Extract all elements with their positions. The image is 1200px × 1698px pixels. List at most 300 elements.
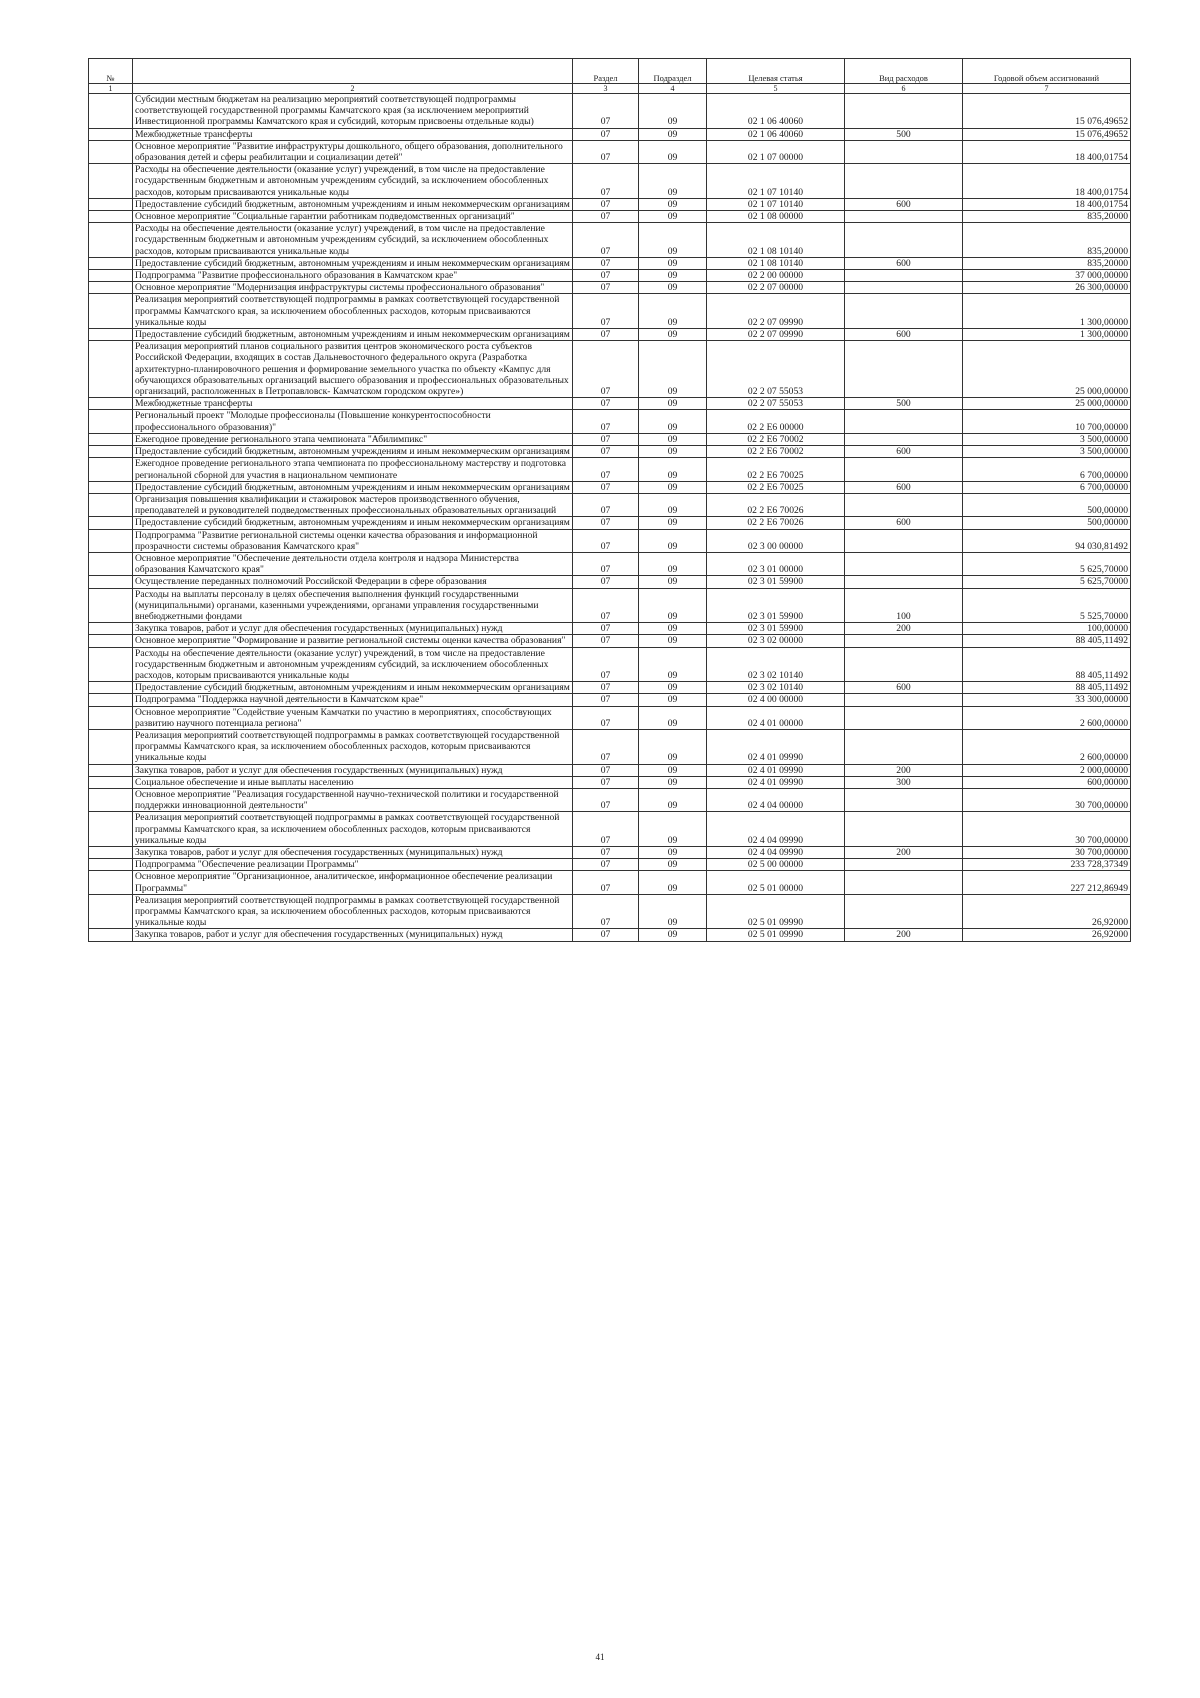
expense-type-cell: 600 xyxy=(845,517,963,529)
row-name-cell: Основное мероприятие "Реализация государственной научно-технической политики и государственной поддержки инновационной деятельности" xyxy=(133,788,573,811)
table-row xyxy=(89,871,1131,894)
amount-cell: 500,00000 xyxy=(963,517,1131,529)
budget-sheet xyxy=(88,58,1130,942)
section-cell: 07 xyxy=(573,859,639,871)
row-number-cell xyxy=(89,576,133,588)
column-number: 5 xyxy=(707,84,845,94)
subsection-cell: 09 xyxy=(639,329,707,341)
amount-cell: 5 525,70000 xyxy=(963,588,1131,623)
subsection-cell: 09 xyxy=(639,493,707,516)
section-cell: 07 xyxy=(573,764,639,776)
table-row xyxy=(89,576,1131,588)
row-name-cell: Расходы на обеспечение деятельности (оказание услуг) учреждений, в том числе на предоставление государственным бюджетным и автономным учреждениям субсидий, за исключением обособленных расходов, которым присваиваются уникальные коды xyxy=(133,164,573,199)
amount-cell: 600,00000 xyxy=(963,776,1131,788)
amount-cell: 18 400,01754 xyxy=(963,164,1131,199)
section-cell: 07 xyxy=(573,729,639,764)
expense-type-cell: 600 xyxy=(845,446,963,458)
table-row xyxy=(89,446,1131,458)
table-row xyxy=(89,410,1131,433)
target-article-cell: 02 4 00 00000 xyxy=(707,694,845,706)
table-row xyxy=(89,270,1131,282)
expense-type-cell xyxy=(845,140,963,163)
column-number: 4 xyxy=(639,84,707,94)
table-row xyxy=(89,282,1131,294)
row-number-cell xyxy=(89,764,133,776)
row-number-cell xyxy=(89,94,133,129)
target-article-cell: 02 1 07 10140 xyxy=(707,198,845,210)
row-number-cell xyxy=(89,329,133,341)
section-cell: 07 xyxy=(573,140,639,163)
row-number-cell xyxy=(89,410,133,433)
row-name-cell: Основное мероприятие "Формирование и развитие региональной системы оценки качества образования" xyxy=(133,635,573,647)
subsection-cell: 09 xyxy=(639,929,707,941)
subsection-cell: 09 xyxy=(639,294,707,329)
target-article-cell: 02 2 Е6 70026 xyxy=(707,517,845,529)
column-number: 6 xyxy=(845,84,963,94)
header-subsection: Подраздел xyxy=(639,59,707,84)
row-name-cell: Региональный проект "Молодые профессионалы (Повышение конкурентоспособности профессионального образования)" xyxy=(133,410,573,433)
row-number-cell xyxy=(89,694,133,706)
row-number-cell xyxy=(89,140,133,163)
amount-cell: 88 405,11492 xyxy=(963,682,1131,694)
subsection-cell: 09 xyxy=(639,282,707,294)
section-cell: 07 xyxy=(573,282,639,294)
column-number: 7 xyxy=(963,84,1131,94)
subsection-cell: 09 xyxy=(639,847,707,859)
target-article-cell: 02 2 Е6 70025 xyxy=(707,481,845,493)
header-section: Раздел xyxy=(573,59,639,84)
amount-cell: 25 000,00000 xyxy=(963,341,1131,398)
row-name-cell: Межбюджетные трансферты xyxy=(133,128,573,140)
row-name-cell: Расходы на обеспечение деятельности (оказание услуг) учреждений, в том числе на предоставление государственным бюджетным и автономным учреждениям субсидий, за исключением обособленных расходов, которым присваиваются уникальные коды xyxy=(133,223,573,258)
row-number-cell xyxy=(89,812,133,847)
amount-cell: 6 700,00000 xyxy=(963,481,1131,493)
target-article-cell: 02 2 07 09990 xyxy=(707,294,845,329)
row-name-cell: Предоставление субсидий бюджетным, автономным учреждениям и иным некоммерческим организациям xyxy=(133,198,573,210)
row-number-cell xyxy=(89,433,133,445)
row-number-cell xyxy=(89,128,133,140)
target-article-cell: 02 4 01 09990 xyxy=(707,776,845,788)
table-row xyxy=(89,433,1131,445)
table-row xyxy=(89,859,1131,871)
row-number-cell xyxy=(89,458,133,481)
table-row xyxy=(89,776,1131,788)
expense-type-cell xyxy=(845,529,963,552)
target-article-cell: 02 2 07 55053 xyxy=(707,341,845,398)
row-number-cell xyxy=(89,517,133,529)
header-number: № xyxy=(89,59,133,84)
expense-type-cell: 600 xyxy=(845,257,963,269)
row-number-cell xyxy=(89,257,133,269)
table-row xyxy=(89,198,1131,210)
expense-type-cell: 200 xyxy=(845,929,963,941)
row-name-cell: Подпрограмма "Развитие профессионального образования в Камчатском крае" xyxy=(133,270,573,282)
row-number-cell xyxy=(89,446,133,458)
expense-type-cell xyxy=(845,552,963,575)
section-cell: 07 xyxy=(573,517,639,529)
expense-type-cell xyxy=(845,706,963,729)
header-target-article: Целевая статья xyxy=(707,59,845,84)
table-row xyxy=(89,128,1131,140)
target-article-cell: 02 4 01 09990 xyxy=(707,764,845,776)
row-number-cell xyxy=(89,294,133,329)
amount-cell: 835,20000 xyxy=(963,257,1131,269)
section-cell: 07 xyxy=(573,552,639,575)
page-number: 41 xyxy=(595,1652,605,1662)
amount-cell: 233 728,37349 xyxy=(963,859,1131,871)
table-row xyxy=(89,529,1131,552)
subsection-cell: 09 xyxy=(639,859,707,871)
row-number-cell xyxy=(89,198,133,210)
target-article-cell: 02 2 00 00000 xyxy=(707,270,845,282)
subsection-cell: 09 xyxy=(639,729,707,764)
subsection-cell: 09 xyxy=(639,270,707,282)
target-article-cell: 02 3 01 00000 xyxy=(707,552,845,575)
amount-cell: 6 700,00000 xyxy=(963,458,1131,481)
amount-cell: 1 300,00000 xyxy=(963,329,1131,341)
subsection-cell: 09 xyxy=(639,894,707,929)
row-name-cell: Расходы на обеспечение деятельности (оказание услуг) учреждений, в том числе на предоставление государственным бюджетным и автономным учреждениям субсидий, за исключением обособленных расходов, которым присваиваются уникальные коды xyxy=(133,647,573,682)
expense-type-cell xyxy=(845,270,963,282)
row-number-cell xyxy=(89,529,133,552)
expense-type-cell: 300 xyxy=(845,776,963,788)
target-article-cell: 02 2 Е6 00000 xyxy=(707,410,845,433)
section-cell: 07 xyxy=(573,682,639,694)
target-article-cell: 02 2 Е6 70002 xyxy=(707,446,845,458)
target-article-cell: 02 2 Е6 70026 xyxy=(707,493,845,516)
amount-cell: 5 625,70000 xyxy=(963,576,1131,588)
subsection-cell: 09 xyxy=(639,647,707,682)
amount-cell: 25 000,00000 xyxy=(963,398,1131,410)
expense-type-cell: 600 xyxy=(845,682,963,694)
subsection-cell: 09 xyxy=(639,410,707,433)
row-number-cell xyxy=(89,398,133,410)
target-article-cell: 02 3 01 59900 xyxy=(707,576,845,588)
section-cell: 07 xyxy=(573,635,639,647)
row-number-cell xyxy=(89,223,133,258)
row-name-cell: Основное мероприятие "Организационное, аналитическое, информационное обеспечение реализации Программы" xyxy=(133,871,573,894)
row-name-cell: Подпрограмма "Развитие региональной системы оценки качества образования и информационной прозрачности системы образования Камчатского края" xyxy=(133,529,573,552)
table-row xyxy=(89,140,1131,163)
subsection-cell: 09 xyxy=(639,776,707,788)
row-name-cell: Основное мероприятие "Содействие ученым Камчатки по участию в мероприятиях, способствующих развитию научного потенциала региона" xyxy=(133,706,573,729)
table-row xyxy=(89,588,1131,623)
section-cell: 07 xyxy=(573,481,639,493)
expense-type-cell xyxy=(845,341,963,398)
row-name-cell: Расходы на выплаты персоналу в целях обеспечения выполнения функций государственными (муниципальными) органами, казенными учреждениями, органами управления государственными внебюджетными фондами xyxy=(133,588,573,623)
row-number-cell xyxy=(89,211,133,223)
expense-type-cell xyxy=(845,433,963,445)
expense-type-cell xyxy=(845,871,963,894)
target-article-cell: 02 4 01 00000 xyxy=(707,706,845,729)
target-article-cell: 02 1 06 40060 xyxy=(707,94,845,129)
subsection-cell: 09 xyxy=(639,623,707,635)
section-cell: 07 xyxy=(573,706,639,729)
amount-cell: 37 000,00000 xyxy=(963,270,1131,282)
amount-cell: 100,00000 xyxy=(963,623,1131,635)
table-row xyxy=(89,623,1131,635)
table-row xyxy=(89,94,1131,129)
row-name-cell: Социальное обеспечение и иные выплаты населению xyxy=(133,776,573,788)
row-name-cell: Основное мероприятие "Модернизация инфраструктуры системы профессионального образования" xyxy=(133,282,573,294)
table-row xyxy=(89,929,1131,941)
row-name-cell: Подпрограмма "Поддержка научной деятельности в Камчатском крае" xyxy=(133,694,573,706)
amount-cell: 2 600,00000 xyxy=(963,729,1131,764)
subsection-cell: 09 xyxy=(639,576,707,588)
row-number-cell xyxy=(89,164,133,199)
section-cell: 07 xyxy=(573,847,639,859)
section-cell: 07 xyxy=(573,128,639,140)
row-name-cell: Ежегодное проведение регионального этапа чемпионата "Абилимпикс" xyxy=(133,433,573,445)
section-cell: 07 xyxy=(573,433,639,445)
table-row xyxy=(89,223,1131,258)
header-row xyxy=(89,59,1131,84)
row-name-cell: Подпрограмма "Обеспечение реализации Программы" xyxy=(133,859,573,871)
target-article-cell: 02 1 08 10140 xyxy=(707,223,845,258)
subsection-cell: 09 xyxy=(639,140,707,163)
subsection-cell: 09 xyxy=(639,694,707,706)
subsection-cell: 09 xyxy=(639,764,707,776)
header-expense-type: Вид расходов xyxy=(845,59,963,84)
row-number-cell xyxy=(89,859,133,871)
expense-type-cell xyxy=(845,94,963,129)
subsection-cell: 09 xyxy=(639,871,707,894)
amount-cell: 3 500,00000 xyxy=(963,433,1131,445)
row-number-cell xyxy=(89,706,133,729)
target-article-cell: 02 3 01 59900 xyxy=(707,588,845,623)
section-cell: 07 xyxy=(573,164,639,199)
amount-cell: 500,00000 xyxy=(963,493,1131,516)
section-cell: 07 xyxy=(573,446,639,458)
table-row xyxy=(89,647,1131,682)
row-name-cell: Закупка товаров, работ и услуг для обеспечения государственных (муниципальных) нужд xyxy=(133,623,573,635)
target-article-cell: 02 2 07 09990 xyxy=(707,329,845,341)
subsection-cell: 09 xyxy=(639,433,707,445)
subsection-cell: 09 xyxy=(639,128,707,140)
row-number-cell xyxy=(89,788,133,811)
amount-cell: 835,20000 xyxy=(963,223,1131,258)
amount-cell: 30 700,00000 xyxy=(963,847,1131,859)
expense-type-cell xyxy=(845,812,963,847)
subsection-cell: 09 xyxy=(639,398,707,410)
table-row xyxy=(89,729,1131,764)
subsection-cell: 09 xyxy=(639,517,707,529)
amount-cell: 26,92000 xyxy=(963,929,1131,941)
target-article-cell: 02 2 Е6 70025 xyxy=(707,458,845,481)
expense-type-cell xyxy=(845,164,963,199)
row-number-cell xyxy=(89,894,133,929)
subsection-cell: 09 xyxy=(639,223,707,258)
expense-type-cell: 200 xyxy=(845,847,963,859)
row-name-cell: Реализация мероприятий планов социального развития центров экономического роста субъектов Российской Федерации, входящих в состав Дальневосточного федерального округа (Разработка архитектурно-планировочного решения и формирование земельного участка по объекту «Кампус для обучающихся образовательных организаций высшего образования и профессиональных образовательных организаций, расположенных в Петропавловск- Камчатском городском округе») xyxy=(133,341,573,398)
amount-cell: 18 400,01754 xyxy=(963,198,1131,210)
subsection-cell: 09 xyxy=(639,588,707,623)
target-article-cell: 02 3 02 00000 xyxy=(707,635,845,647)
table-row xyxy=(89,694,1131,706)
subsection-cell: 09 xyxy=(639,682,707,694)
section-cell: 07 xyxy=(573,410,639,433)
row-name-cell: Основное мероприятие "Социальные гарантии работникам подведомственных организаций" xyxy=(133,211,573,223)
row-number-cell xyxy=(89,776,133,788)
section-cell: 07 xyxy=(573,458,639,481)
expense-type-cell xyxy=(845,694,963,706)
row-name-cell: Основное мероприятие "Развитие инфраструктуры дошкольного, общего образования, дополнительного образования детей и сферы реабилитации и социализации детей" xyxy=(133,140,573,163)
subsection-cell: 09 xyxy=(639,552,707,575)
expense-type-cell: 100 xyxy=(845,588,963,623)
expense-type-cell: 600 xyxy=(845,481,963,493)
target-article-cell: 02 4 04 09990 xyxy=(707,847,845,859)
amount-cell: 2 000,00000 xyxy=(963,764,1131,776)
section-cell: 07 xyxy=(573,529,639,552)
section-cell: 07 xyxy=(573,493,639,516)
target-article-cell: 02 2 07 55053 xyxy=(707,398,845,410)
subsection-cell: 09 xyxy=(639,706,707,729)
row-name-cell: Закупка товаров, работ и услуг для обеспечения государственных (муниципальных) нужд xyxy=(133,929,573,941)
amount-cell: 15 076,49652 xyxy=(963,128,1131,140)
expense-type-cell xyxy=(845,294,963,329)
row-number-cell xyxy=(89,623,133,635)
section-cell: 07 xyxy=(573,211,639,223)
table-row xyxy=(89,458,1131,481)
target-article-cell: 02 4 04 00000 xyxy=(707,788,845,811)
table-row xyxy=(89,706,1131,729)
amount-cell: 10 700,00000 xyxy=(963,410,1131,433)
expense-type-cell: 600 xyxy=(845,329,963,341)
amount-cell: 88 405,11492 xyxy=(963,635,1131,647)
row-number-cell xyxy=(89,552,133,575)
table-row xyxy=(89,257,1131,269)
target-article-cell: 02 3 02 10140 xyxy=(707,682,845,694)
expense-type-cell xyxy=(845,410,963,433)
amount-cell: 835,20000 xyxy=(963,211,1131,223)
target-article-cell: 02 1 08 00000 xyxy=(707,211,845,223)
amount-cell: 94 030,81492 xyxy=(963,529,1131,552)
row-number-cell xyxy=(89,647,133,682)
subsection-cell: 09 xyxy=(639,198,707,210)
header-name xyxy=(133,59,573,84)
section-cell: 07 xyxy=(573,576,639,588)
amount-cell: 33 300,00000 xyxy=(963,694,1131,706)
subsection-cell: 09 xyxy=(639,481,707,493)
row-number-cell xyxy=(89,341,133,398)
row-name-cell: Осуществление переданных полномочий Российской Федерации в сфере образования xyxy=(133,576,573,588)
expense-type-cell xyxy=(845,211,963,223)
row-name-cell: Ежегодное проведение регионального этапа чемпионата по профессиональному мастерству и подготовка региональной сборной для участия в национальном чемпионате xyxy=(133,458,573,481)
section-cell: 07 xyxy=(573,871,639,894)
subsection-cell: 09 xyxy=(639,164,707,199)
expense-type-cell xyxy=(845,635,963,647)
expense-type-cell xyxy=(845,859,963,871)
row-number-cell xyxy=(89,493,133,516)
row-number-cell xyxy=(89,635,133,647)
section-cell: 07 xyxy=(573,294,639,329)
row-number-cell xyxy=(89,282,133,294)
amount-cell: 26,92000 xyxy=(963,894,1131,929)
row-name-cell: Предоставление субсидий бюджетным, автономным учреждениям и иным некоммерческим организациям xyxy=(133,257,573,269)
table-row xyxy=(89,635,1131,647)
row-name-cell: Реализация мероприятий соответствующей подпрограммы в рамках соответствующей государственной программы Камчатского края, за исключением обособленных расходов, которым присваиваются уникальные коды xyxy=(133,294,573,329)
target-article-cell: 02 5 00 00000 xyxy=(707,859,845,871)
section-cell: 07 xyxy=(573,329,639,341)
amount-cell: 88 405,11492 xyxy=(963,647,1131,682)
expense-type-cell: 500 xyxy=(845,128,963,140)
row-number-cell xyxy=(89,682,133,694)
table-row xyxy=(89,329,1131,341)
row-number-cell xyxy=(89,871,133,894)
target-article-cell: 02 2 Е6 70002 xyxy=(707,433,845,445)
table-row xyxy=(89,341,1131,398)
row-number-cell xyxy=(89,588,133,623)
target-article-cell: 02 5 01 09990 xyxy=(707,894,845,929)
table-row xyxy=(89,764,1131,776)
section-cell: 07 xyxy=(573,94,639,129)
expense-type-cell xyxy=(845,788,963,811)
amount-cell: 2 600,00000 xyxy=(963,706,1131,729)
table-row xyxy=(89,894,1131,929)
section-cell: 07 xyxy=(573,812,639,847)
section-cell: 07 xyxy=(573,929,639,941)
expense-type-cell xyxy=(845,458,963,481)
row-name-cell: Межбюджетные трансферты xyxy=(133,398,573,410)
target-article-cell: 02 4 04 09990 xyxy=(707,812,845,847)
target-article-cell: 02 5 01 09990 xyxy=(707,929,845,941)
row-number-cell xyxy=(89,729,133,764)
subsection-cell: 09 xyxy=(639,529,707,552)
row-name-cell: Реализация мероприятий соответствующей подпрограммы в рамках соответствующей государственной программы Камчатского края, за исключением обособленных расходов, которым присваиваются уникальные коды xyxy=(133,894,573,929)
target-article-cell: 02 1 07 10140 xyxy=(707,164,845,199)
target-article-cell: 02 1 07 00000 xyxy=(707,140,845,163)
subsection-cell: 09 xyxy=(639,635,707,647)
subsection-cell: 09 xyxy=(639,458,707,481)
section-cell: 07 xyxy=(573,588,639,623)
expense-type-cell xyxy=(845,223,963,258)
section-cell: 07 xyxy=(573,398,639,410)
section-cell: 07 xyxy=(573,223,639,258)
row-number-cell xyxy=(89,847,133,859)
table-row xyxy=(89,398,1131,410)
section-cell: 07 xyxy=(573,776,639,788)
section-cell: 07 xyxy=(573,257,639,269)
subsection-cell: 09 xyxy=(639,211,707,223)
table-row xyxy=(89,682,1131,694)
target-article-cell: 02 2 07 00000 xyxy=(707,282,845,294)
column-number: 2 xyxy=(133,84,573,94)
budget-table xyxy=(88,58,1131,942)
section-cell: 07 xyxy=(573,694,639,706)
target-article-cell: 02 3 00 00000 xyxy=(707,529,845,552)
section-cell: 07 xyxy=(573,341,639,398)
target-article-cell: 02 5 01 00000 xyxy=(707,871,845,894)
row-name-cell: Основное мероприятие "Обеспечение деятельности отдела контроля и надзора Министерства образования Камчатского края" xyxy=(133,552,573,575)
row-name-cell: Предоставление субсидий бюджетным, автономным учреждениям и иным некоммерческим организациям xyxy=(133,329,573,341)
section-cell: 07 xyxy=(573,270,639,282)
amount-cell: 3 500,00000 xyxy=(963,446,1131,458)
expense-type-cell: 200 xyxy=(845,623,963,635)
section-cell: 07 xyxy=(573,623,639,635)
table-row xyxy=(89,493,1131,516)
header-annual-amount: Годовой объем ассигнований xyxy=(963,59,1131,84)
row-name-cell: Реализация мероприятий соответствующей подпрограммы в рамках соответствующей государственной программы Камчатского края, за исключением обособленных расходов, которым присваиваются уникальные коды xyxy=(133,729,573,764)
row-name-cell: Предоставление субсидий бюджетным, автономным учреждениям и иным некоммерческим организациям xyxy=(133,481,573,493)
section-cell: 07 xyxy=(573,788,639,811)
expense-type-cell xyxy=(845,282,963,294)
expense-type-cell: 200 xyxy=(845,764,963,776)
expense-type-cell xyxy=(845,729,963,764)
section-cell: 07 xyxy=(573,894,639,929)
row-name-cell: Закупка товаров, работ и услуг для обеспечения государственных (муниципальных) нужд xyxy=(133,764,573,776)
row-name-cell: Организация повышения квалификации и стажировок мастеров производственного обучения, преподавателей и руководителей подведомственных профессиональных образовательных организаций xyxy=(133,493,573,516)
section-cell: 07 xyxy=(573,647,639,682)
